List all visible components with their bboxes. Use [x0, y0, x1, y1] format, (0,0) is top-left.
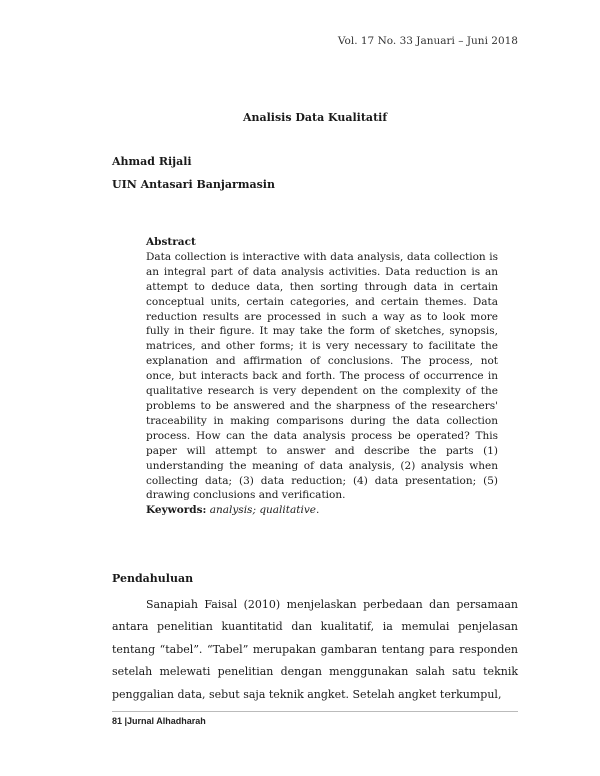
- abstract-block: [146, 235, 498, 518]
- keywords-line: [146, 503, 498, 518]
- author-affiliation: UIN Antasari Banjarmasin: [112, 178, 275, 191]
- abstract-text: Data collection is interactive with data analysis, data collection is an integral part of data analysis activities. Data reduction is an attempt to deduce data, then sorting through data in certain conceptual units, certain categories, and certain themes. Data reduction results are processed in such a way as to look more fully in their figure. It may take the form of sketches, synopsis, matrices, and other forms; it is very necessary to facilitate the explanation and affirmation of conclusions. The process, not once, but interacts back and forth. The process of occurrence in qualitative research is very dependent on the complexity of the problems to be answered and the sharpness of the researchers' traceability in making comparisons during the data collection process. How can the data analysis process be operated? This paper will attempt to answer and describe the parts (1) understanding the meaning of data analysis, (2) analysis when collecting data; (3) data reduction; (4) data presentation; (5) drawing conclusions and verification.: [146, 250, 498, 502]
- journal-issue-header: Vol. 17 No. 33 Januari – Juni 2018: [337, 35, 518, 47]
- author-name: Ahmad Rijali: [112, 155, 192, 168]
- keywords-value: analysis; qualitative.: [209, 504, 320, 517]
- abstract-heading: Abstract: [146, 236, 196, 248]
- keywords-label: Keywords:: [146, 504, 207, 517]
- body-paragraph: Sanapiah Faisal (2010) menjelaskan perbedaan dan persamaan antara penelitian kuantitatid dan kualitatif, ia memulai penjelasan tentang “tabel”. “Tabel” merupakan gambaran tentang para responden setelah melewati penelitian dengan menggunakan salah satu teknik penggalian data, sebut saja teknik angket. Setelah angket terkumpul,: [112, 598, 518, 701]
- footer-divider: [112, 711, 518, 712]
- page-footer: 81 |Jurnal Alhadharah: [112, 716, 206, 726]
- paper-title: Analisis Data Kualitatif: [242, 111, 388, 124]
- section-heading: Pendahuluan: [112, 572, 194, 585]
